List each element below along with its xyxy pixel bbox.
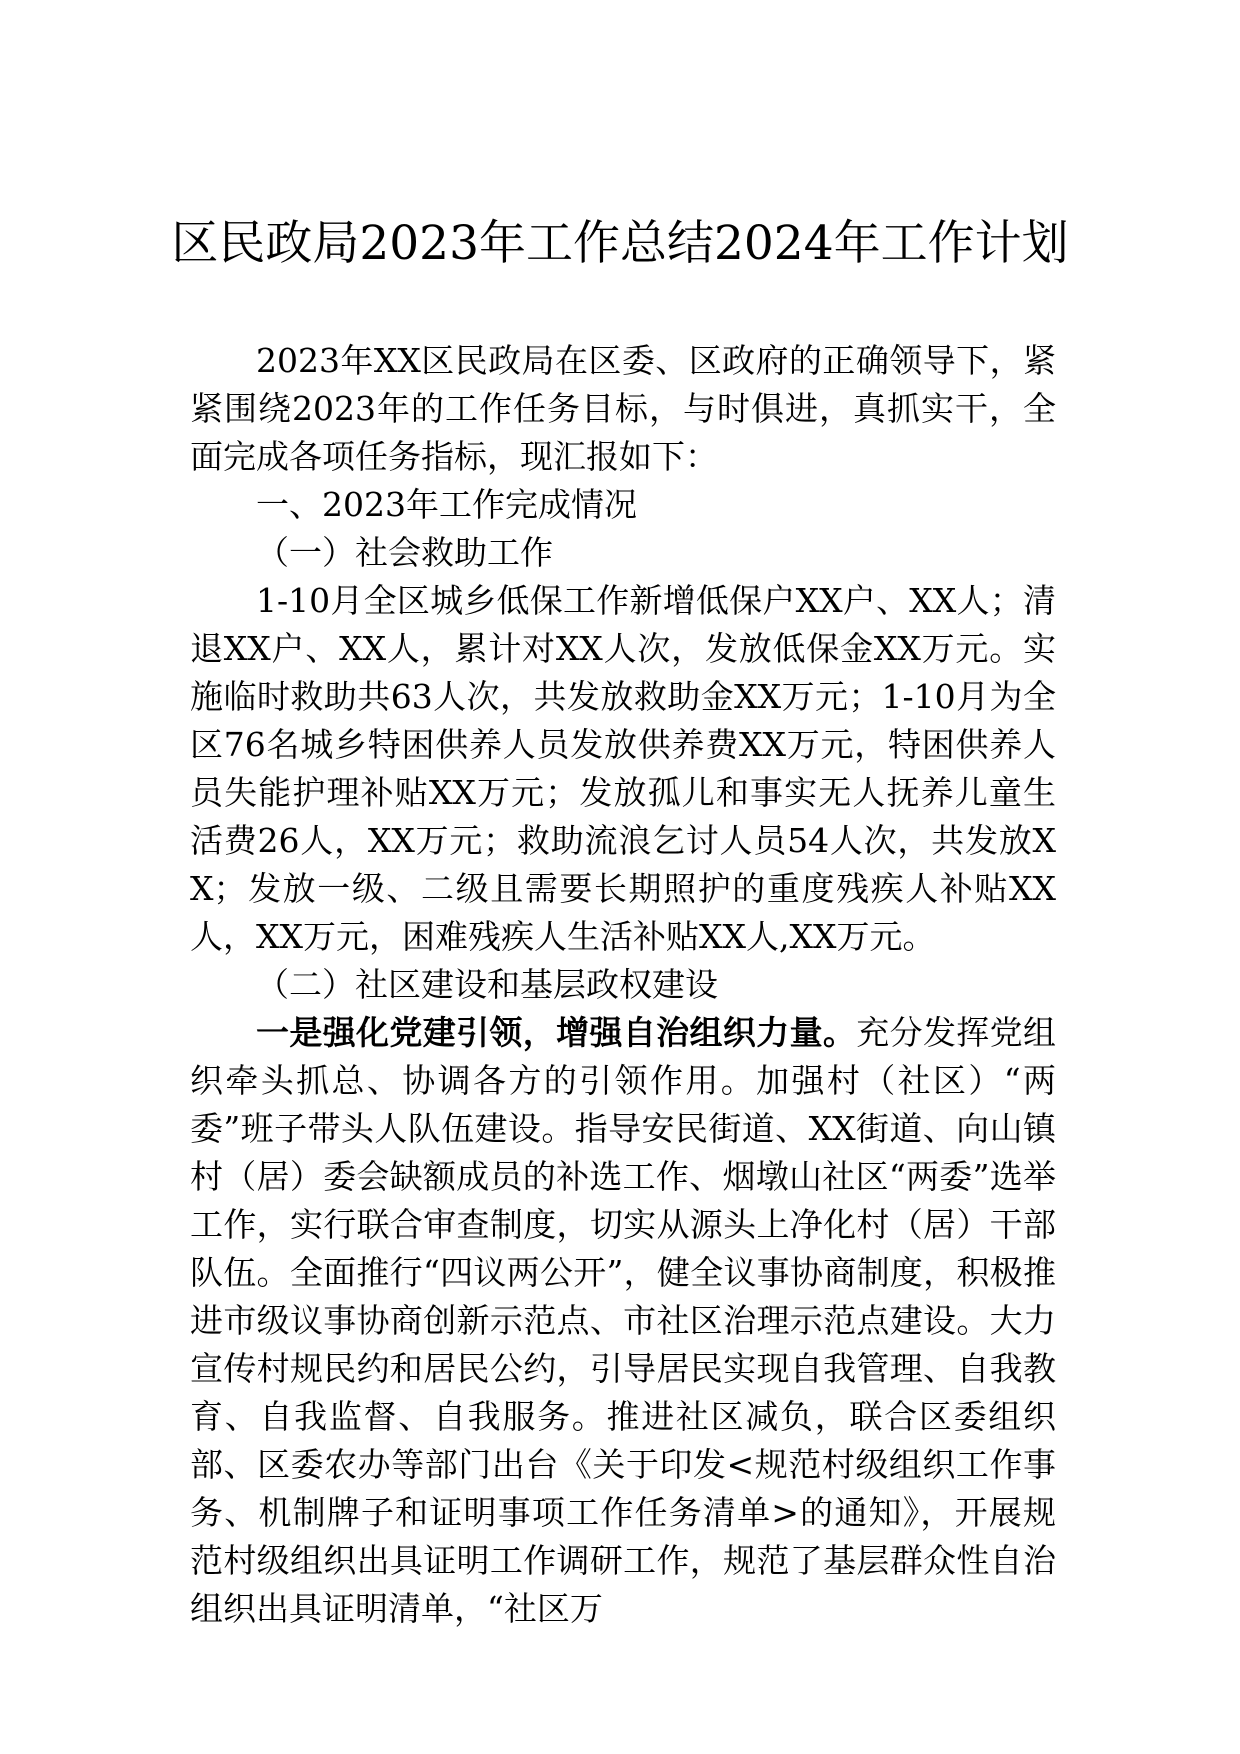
document-body	[190, 337, 1056, 1633]
paragraph-body-text: 充分发挥党组织牵头抓总、协调各方的引领作用。加强村（社区）“两委”班子带头人队伍建设。指导安民街道、XX街道、向山镇村（居）委会缺额成员的补选工作、烟墩山社区“两委”选举工作，实行联合审查制度，切实从源头上净化村（居）干部队伍。全面推行“四议两公开”，健全议事协商制度，积极推进市级议事协商创新示范点、市社区治理示范点建设。大力宣传村规民约和居民公约，引导居民实现自我管理、自我教育、自我监督、自我服务。推进社区减负，联合区委组织部、区委农办等部门出台《关于印发<规范村级组织工作事务、机制牌子和证明事项工作任务清单>的通知》，开展规范村级组织出具证明工作调研工作，规范了基层群众性自治组织出具证明清单，“社区万	[190, 1013, 1057, 1628]
social-assistance-paragraph: 1-10月全区城乡低保工作新增低保户XX户、XX人；清退XX户、XX人，累计对XX人次，发放低保金XX万元。实施临时救助共63人次，共发放救助金XX万元；1-10月为全区76名城乡特困供养人员发放供养费XX万元，特困供养人员失能护理补贴XX万元；发放孤儿和事实无人抚养儿童生活费26人，XX万元；救助流浪乞讨人员54人次，共发放XX；发放一级、二级且需要长期照护的重度残疾人补贴XX人，XX万元，困难残疾人生活补贴XX人,XX万元。	[190, 581, 1056, 956]
subsection-heading-1: （一）社会救助工作	[256, 533, 553, 572]
community-building-paragraph	[190, 1009, 1056, 1633]
intro-paragraph: 2023年XX区民政局在区委、区政府的正确领导下，紧紧围绕2023年的工作任务目标，与时俱进，真抓实干，全面完成各项任务指标，现汇报如下：	[190, 341, 1056, 476]
document-title: 区民政局2023年工作总结2024年工作计划	[171, 216, 1069, 271]
section-heading-1: 一、2023年工作完成情况	[256, 485, 637, 524]
subsection-heading-2: （二）社区建设和基层政权建设	[256, 965, 718, 1004]
paragraph-lead-bold: 一是强化党建引领，增强自治组织力量。	[256, 1013, 857, 1052]
